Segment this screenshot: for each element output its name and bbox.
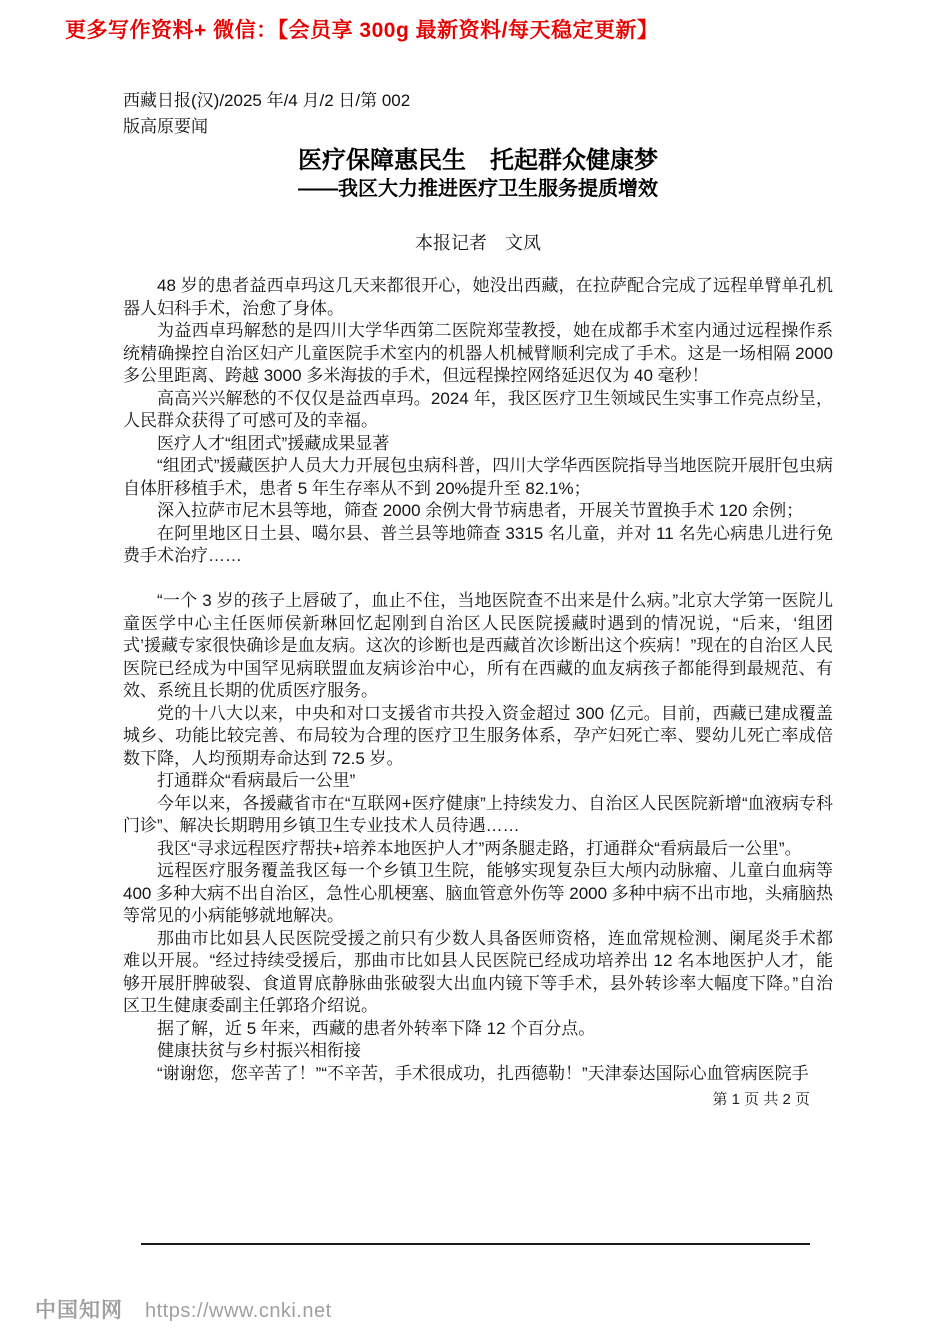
paragraph-spacer <box>123 568 833 591</box>
paragraph: 高高兴兴解愁的不仅仅是益西卓玛。2024 年，我区医疗卫生领域民生实事工作亮点纷呈，人民群众获得了可感可及的幸福。 <box>123 388 833 430</box>
cnki-url-text: https://www.cnki.net <box>145 1300 332 1322</box>
cnki-watermark <box>35 1294 332 1324</box>
cnki-brand-label: 中国知网 <box>35 1299 123 1322</box>
paragraph: 为益西卓玛解愁的是四川大学华西第二医院郑莹教授，她在成都手术室内通过远程操作系统精确操控自治区妇产儿童医院手术室内的机器人机械臂顺利完成了手术。这是一场相隔 2000 多公里距离、跨越 3000 多米海拔的手术，但远程操控网络延迟仅为 40 毫秒！ <box>123 321 833 385</box>
paragraph: 那曲市比如县人民医院受援之前只有少数人具备医师资格，连血常规检测、阑尾炎手术都难以开展。“经过持续受援后，那曲市比如县人民医院已经成功培养出 12 名本地医护人才，能够开展肝脾破裂、食道胃底静脉曲张破裂大出血内镜下等手术，县外转诊率大幅度下降。”自治区卫生健康委副主任郭珞介绍说。 <box>123 928 833 1015</box>
article-subtitle: ——我区大力推进医疗卫生服务提质增效 <box>298 178 658 200</box>
source-meta-line1: 西藏日报(汉)/2025 年/4 月/2 日/第 002 <box>123 91 411 110</box>
paragraph: 健康扶贫与乡村振兴相衔接 <box>157 1041 361 1060</box>
paragraph: 在阿里地区日土县、噶尔县、普兰县等地筛查 3315 名儿童，并对 11 名先心病患儿进行免费手术治疗…… <box>123 523 833 565</box>
paragraph: 打通群众“看病最后一公里” <box>157 771 356 790</box>
paragraph: 48 岁的患者益西卓玛这几天来都很开心，她没出西藏，在拉萨配合完成了远程单臂单孔机器人妇科手术，治愈了身体。 <box>123 276 833 318</box>
paragraph: “谢谢您，您辛苦了！”“不辛苦，手术很成功，扎西德勒！”天津泰达国际心血管病医院手 <box>157 1063 809 1083</box>
paragraph: “一个 3 岁的孩子上唇破了，血止不住，当地医院查不出来是什么病。”北京大学第一医院儿童医学中心主任医师侯新琳回忆起刚到自治区人民医院援藏时遇到的情况说，“后来，‘组团式’援藏专家很快确诊是血友病。这次的诊断也是西藏首次诊断出这个疾病！”现在的自治区人民医院已经成为中国罕见病联盟血友病诊治中心，所有在西藏的血友病孩子都能得到最规范、有效、系统且长期的优质医疗服务。 <box>123 591 833 700</box>
paragraph: 我区“寻求远程医疗帮扶+培养本地医护人才”两条腿走路，打通群众“看病最后一公里”。 <box>157 838 802 858</box>
paragraph: “组团式”援藏医护人员大力开展包虫病科普，四川大学华西医院指导当地医院开展肝包虫病自体肝移植手术，患者 5 年生存率从不到 20%提升至 82.1%； <box>123 456 833 498</box>
page-number-footer: 第 1 页 共 2 页 <box>712 1091 810 1108</box>
source-meta <box>123 88 833 140</box>
paragraph: 深入拉萨市尼木县等地，筛查 2000 余例大骨节病患者，开展关节置换手术 120 余例； <box>157 501 804 520</box>
article-body <box>123 275 833 1085</box>
article-title: 医疗保障惠民生 托起群众健康梦 <box>298 147 658 174</box>
paragraph: 据了解，近 5 年来，西藏的患者外转率下降 12 个百分点。 <box>157 1018 596 1038</box>
footer-divider-line <box>141 1243 810 1245</box>
article-container <box>123 88 833 1085</box>
source-meta-line2: 版高原要闻 <box>123 117 208 136</box>
paragraph: 医疗人才“组团式”援藏成果显著 <box>157 433 390 453</box>
paragraph: 今年以来，各援藏省市在“互联网+医疗健康”上持续发力、自治区人民医院新增“血液病专科门诊”、解决长期聘用乡镇卫生专业技术人员待遇…… <box>123 793 833 835</box>
paragraph: 党的十八大以来，中央和对口支援省市共投入资金超过 300 亿元。目前，西藏已建成覆盖城乡、功能比较完善、布局较为合理的医疗卫生服务体系，孕产妇死亡率、婴幼儿死亡率成倍数下降，人均预期寿命达到 72.5 岁。 <box>123 703 833 768</box>
article-byline: 本报记者 文凤 <box>415 233 541 253</box>
promo-banner-text: 更多写作资料+ 微信：【会员享 300g 最新资料/每天稳定更新】 <box>65 19 659 42</box>
paragraph: 远程医疗服务覆盖我区每一个乡镇卫生院，能够实现复杂巨大颅内动脉瘤、儿童白血病等 400 多种大病不出自治区，急性心肌梗塞、脑血管意外伤等 2000 多种中病不出市地，头痛脑热等常见的小病能够就地解决。 <box>123 861 833 925</box>
